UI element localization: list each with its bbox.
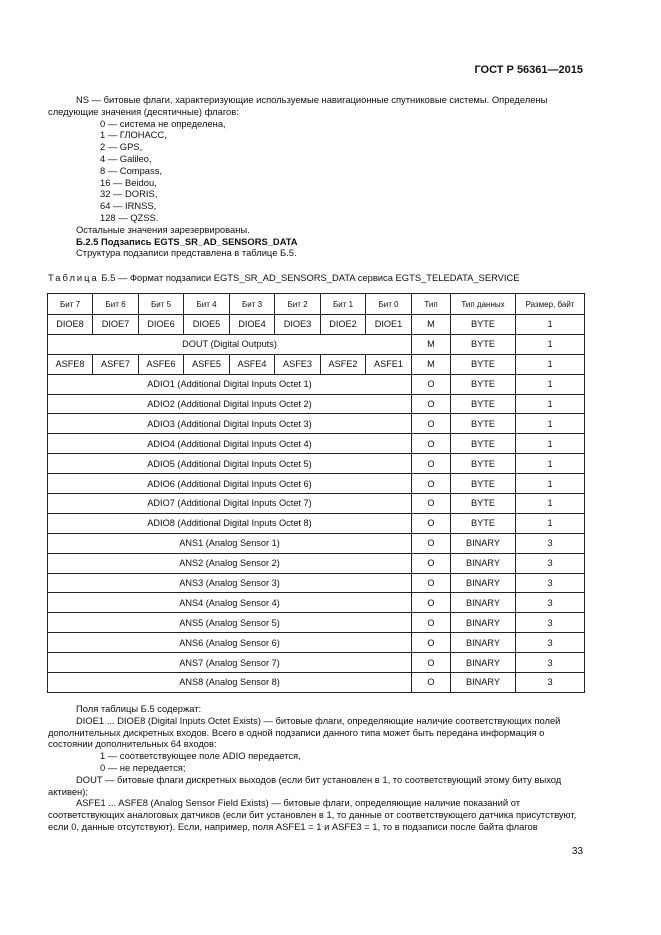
flag-value-item: 32 — DORIS,	[100, 188, 158, 200]
table-row	[48, 454, 585, 474]
dioe-description: DIOE1 ... DIOE8 (Digital Inputs Octet Exists) — битовые флаги, определяющие наличие соответствующих полей дополнительных дискретных входов. Всего в одной подзаписи данного типа может быть передана информация о состоянии дополнительных 64 входов:	[48, 714, 561, 750]
type-cell: O	[412, 513, 451, 533]
field-name-cell: ANS2 (Analog Sensor 2)	[48, 553, 412, 573]
field-name-cell: ADIO1 (Additional Digital Inputs Octet 1)	[48, 374, 412, 394]
column-header: Бит 7	[48, 294, 93, 315]
intro-block	[48, 94, 584, 259]
size-cell: 3	[516, 613, 585, 633]
type-cell: O	[412, 673, 451, 693]
field-name-cell: ADIO4 (Additional Digital Inputs Octet 4)	[48, 434, 412, 454]
table-row	[48, 673, 585, 693]
bit-cell: ASFE2	[321, 354, 366, 374]
type-cell: O	[412, 494, 451, 514]
table-row	[48, 494, 585, 514]
field-name-cell: ANS4 (Analog Sensor 4)	[48, 593, 412, 613]
type-cell: O	[412, 613, 451, 633]
dioe-option-1: 1 — соответствующее поле ADIO передается,	[100, 750, 301, 762]
column-header: Тип	[412, 294, 451, 315]
size-cell: 1	[516, 513, 585, 533]
table-row	[48, 533, 585, 553]
bit-cell: DIOE3	[275, 315, 321, 335]
data-type-cell: BINARY	[451, 653, 516, 673]
bit-cell: DIOE7	[93, 315, 139, 335]
fields-description	[48, 703, 584, 833]
fields-intro: Поля таблицы Б.5 содержат:	[76, 703, 202, 714]
type-cell: O	[412, 434, 451, 454]
page-number: 33	[571, 846, 583, 857]
column-header: Размер, байт	[516, 294, 585, 315]
data-type-cell: BYTE	[451, 414, 516, 434]
bit-cell: ASFE6	[139, 354, 184, 374]
column-header: Бит 1	[321, 294, 366, 315]
bit-cell: ASFE3	[275, 354, 321, 374]
bit-cell: ASFE7	[93, 354, 139, 374]
data-type-cell: BINARY	[451, 593, 516, 613]
field-name-cell: ANS6 (Analog Sensor 6)	[48, 633, 412, 653]
data-type-cell: BINARY	[451, 553, 516, 573]
flag-value-item: 128 — QZSS.	[100, 211, 159, 223]
size-cell: 1	[516, 334, 585, 354]
type-cell: O	[412, 394, 451, 414]
bit-cell: DIOE5	[184, 315, 230, 335]
table-header-row	[48, 294, 585, 315]
column-header: Бит 3	[230, 294, 275, 315]
flag-values-list	[48, 118, 584, 224]
type-cell: O	[412, 414, 451, 434]
data-type-cell: BYTE	[451, 354, 516, 374]
size-cell: 1	[516, 494, 585, 514]
type-cell: M	[412, 354, 451, 374]
data-type-cell: BYTE	[451, 315, 516, 335]
size-cell: 3	[516, 553, 585, 573]
size-cell: 1	[516, 354, 585, 374]
type-cell: O	[412, 533, 451, 553]
flag-value-item: 4 — Galileo,	[100, 152, 152, 164]
bit-cell: DIOE6	[139, 315, 184, 335]
table-row	[48, 414, 585, 434]
data-type-cell: BYTE	[451, 434, 516, 454]
table-row	[48, 633, 585, 653]
data-type-cell: BYTE	[451, 374, 516, 394]
type-cell: O	[412, 633, 451, 653]
field-name-cell: ANS5 (Analog Sensor 5)	[48, 613, 412, 633]
table-caption-text: Б.5 — Формат подзаписи EGTS_SR_AD_SENSORS_DATA сервиса EGTS_TELEDATA_SERVICE	[101, 272, 520, 283]
dout-description: DOUT — битовые флаги дискретных выходов (если бит установлен в 1, то соответствующий этому биту выход активен);	[48, 773, 562, 797]
data-type-cell: BYTE	[451, 513, 516, 533]
ns-description: NS — битовые флаги, характеризующие используемые навигационные спутниковые системы. Определены следующие значения (десятичные) флагов:	[48, 94, 548, 117]
column-header: Бит 5	[139, 294, 184, 315]
section-heading: Б.2.5 Подзапись EGTS_SR_AD_SENSORS_DATA	[76, 235, 298, 247]
field-name-cell: ADIO5 (Additional Digital Inputs Octet 5)	[48, 454, 412, 474]
size-cell: 1	[516, 474, 585, 494]
flag-value-item: 1 — ГЛОНАСС,	[100, 129, 167, 141]
type-cell: M	[412, 315, 451, 335]
bit-cell: ASFE1	[366, 354, 412, 374]
flag-value-item: 8 — Compass,	[100, 164, 162, 176]
table-row	[48, 613, 585, 633]
type-cell: O	[412, 573, 451, 593]
flag-value-item: 0 — система не определена,	[100, 117, 226, 129]
table-row	[48, 315, 585, 335]
table-row	[48, 513, 585, 533]
data-type-cell: BINARY	[451, 573, 516, 593]
column-header: Бит 4	[184, 294, 230, 315]
table-caption-label: Таблица	[48, 272, 99, 283]
bit-cell: DIOE4	[230, 315, 275, 335]
column-header: Бит 0	[366, 294, 412, 315]
bit-cell: DIOE8	[48, 315, 93, 335]
field-name-cell: ADIO8 (Additional Digital Inputs Octet 8)	[48, 513, 412, 533]
data-type-cell: BYTE	[451, 474, 516, 494]
size-cell: 1	[516, 434, 585, 454]
size-cell: 3	[516, 673, 585, 693]
size-cell: 3	[516, 533, 585, 553]
size-cell: 1	[516, 414, 585, 434]
table-row	[48, 374, 585, 394]
data-type-cell: BYTE	[451, 494, 516, 514]
bit-cell: ASFE5	[184, 354, 230, 374]
size-cell: 3	[516, 593, 585, 613]
dioe-option-0: 0 — не передается;	[100, 761, 186, 773]
table-caption	[48, 272, 520, 283]
table-row	[48, 354, 585, 374]
size-cell: 1	[516, 394, 585, 414]
bit-cell: DIOE1	[366, 315, 412, 335]
type-cell: O	[412, 593, 451, 613]
table-row	[48, 553, 585, 573]
reserved-note: Остальные значения зарезервированы.	[76, 223, 250, 235]
flag-value-item: 2 — GPS,	[100, 141, 143, 153]
data-type-cell: BINARY	[451, 613, 516, 633]
type-cell: O	[412, 474, 451, 494]
field-name-cell: ADIO6 (Additional Digital Inputs Octet 6)	[48, 474, 412, 494]
data-type-cell: BYTE	[451, 454, 516, 474]
table-row	[48, 434, 585, 454]
type-cell: O	[412, 374, 451, 394]
size-cell: 3	[516, 633, 585, 653]
field-name-cell: ANS8 (Analog Sensor 8)	[48, 673, 412, 693]
data-type-cell: BYTE	[451, 394, 516, 414]
table-row	[48, 653, 585, 673]
table-row	[48, 593, 585, 613]
table-row	[48, 394, 585, 414]
field-name-cell: ANS1 (Analog Sensor 1)	[48, 533, 412, 553]
column-header: Бит 6	[93, 294, 139, 315]
bit-cell: ASFE4	[230, 354, 275, 374]
table-row	[48, 573, 585, 593]
size-cell: 1	[516, 315, 585, 335]
type-cell: O	[412, 553, 451, 573]
field-name-cell: DOUT (Digital Outputs)	[48, 334, 412, 354]
table-body	[48, 315, 585, 693]
bit-cell: DIOE2	[321, 315, 366, 335]
table-row	[48, 334, 585, 354]
data-type-cell: BINARY	[451, 673, 516, 693]
size-cell: 1	[516, 454, 585, 474]
document-id: ГОСТ Р 56361—2015	[474, 64, 583, 76]
size-cell: 3	[516, 573, 585, 593]
table-row	[48, 474, 585, 494]
asfe-description: ASFE1 ... ASFE8 (Analog Sensor Field Exists) — битовые флаги, определяющие наличие показаний от соответствующих аналоговых датчиков (если бит установлен в 1, то данные от соответствующего датчика присутствуют, если 0, данные отсутствуют). Если, например, поля ASFE1 = 1 и ASFE3 = 1, то в подзаписи после байта флагов	[48, 797, 577, 832]
size-cell: 3	[516, 653, 585, 673]
field-name-cell: ADIO7 (Additional Digital Inputs Octet 7)	[48, 494, 412, 514]
field-name-cell: ADIO2 (Additional Digital Inputs Octet 2)	[48, 394, 412, 414]
data-type-cell: BYTE	[451, 334, 516, 354]
format-table	[47, 293, 585, 693]
data-type-cell: BINARY	[451, 633, 516, 653]
type-cell: O	[412, 653, 451, 673]
type-cell: M	[412, 334, 451, 354]
field-name-cell: ANS7 (Analog Sensor 7)	[48, 653, 412, 673]
flag-value-item: 64 — IRNSS,	[100, 200, 157, 212]
bit-cell: ASFE8	[48, 354, 93, 374]
type-cell: O	[412, 454, 451, 474]
column-header: Тип данных	[451, 294, 516, 315]
flag-value-item: 16 — Beidou,	[100, 176, 157, 188]
field-name-cell: ADIO3 (Additional Digital Inputs Octet 3)	[48, 414, 412, 434]
structure-note: Структура подзаписи представлена в таблице Б.5.	[76, 247, 297, 259]
field-name-cell: ANS3 (Analog Sensor 3)	[48, 573, 412, 593]
column-header: Бит 2	[275, 294, 321, 315]
size-cell: 1	[516, 374, 585, 394]
data-type-cell: BINARY	[451, 533, 516, 553]
